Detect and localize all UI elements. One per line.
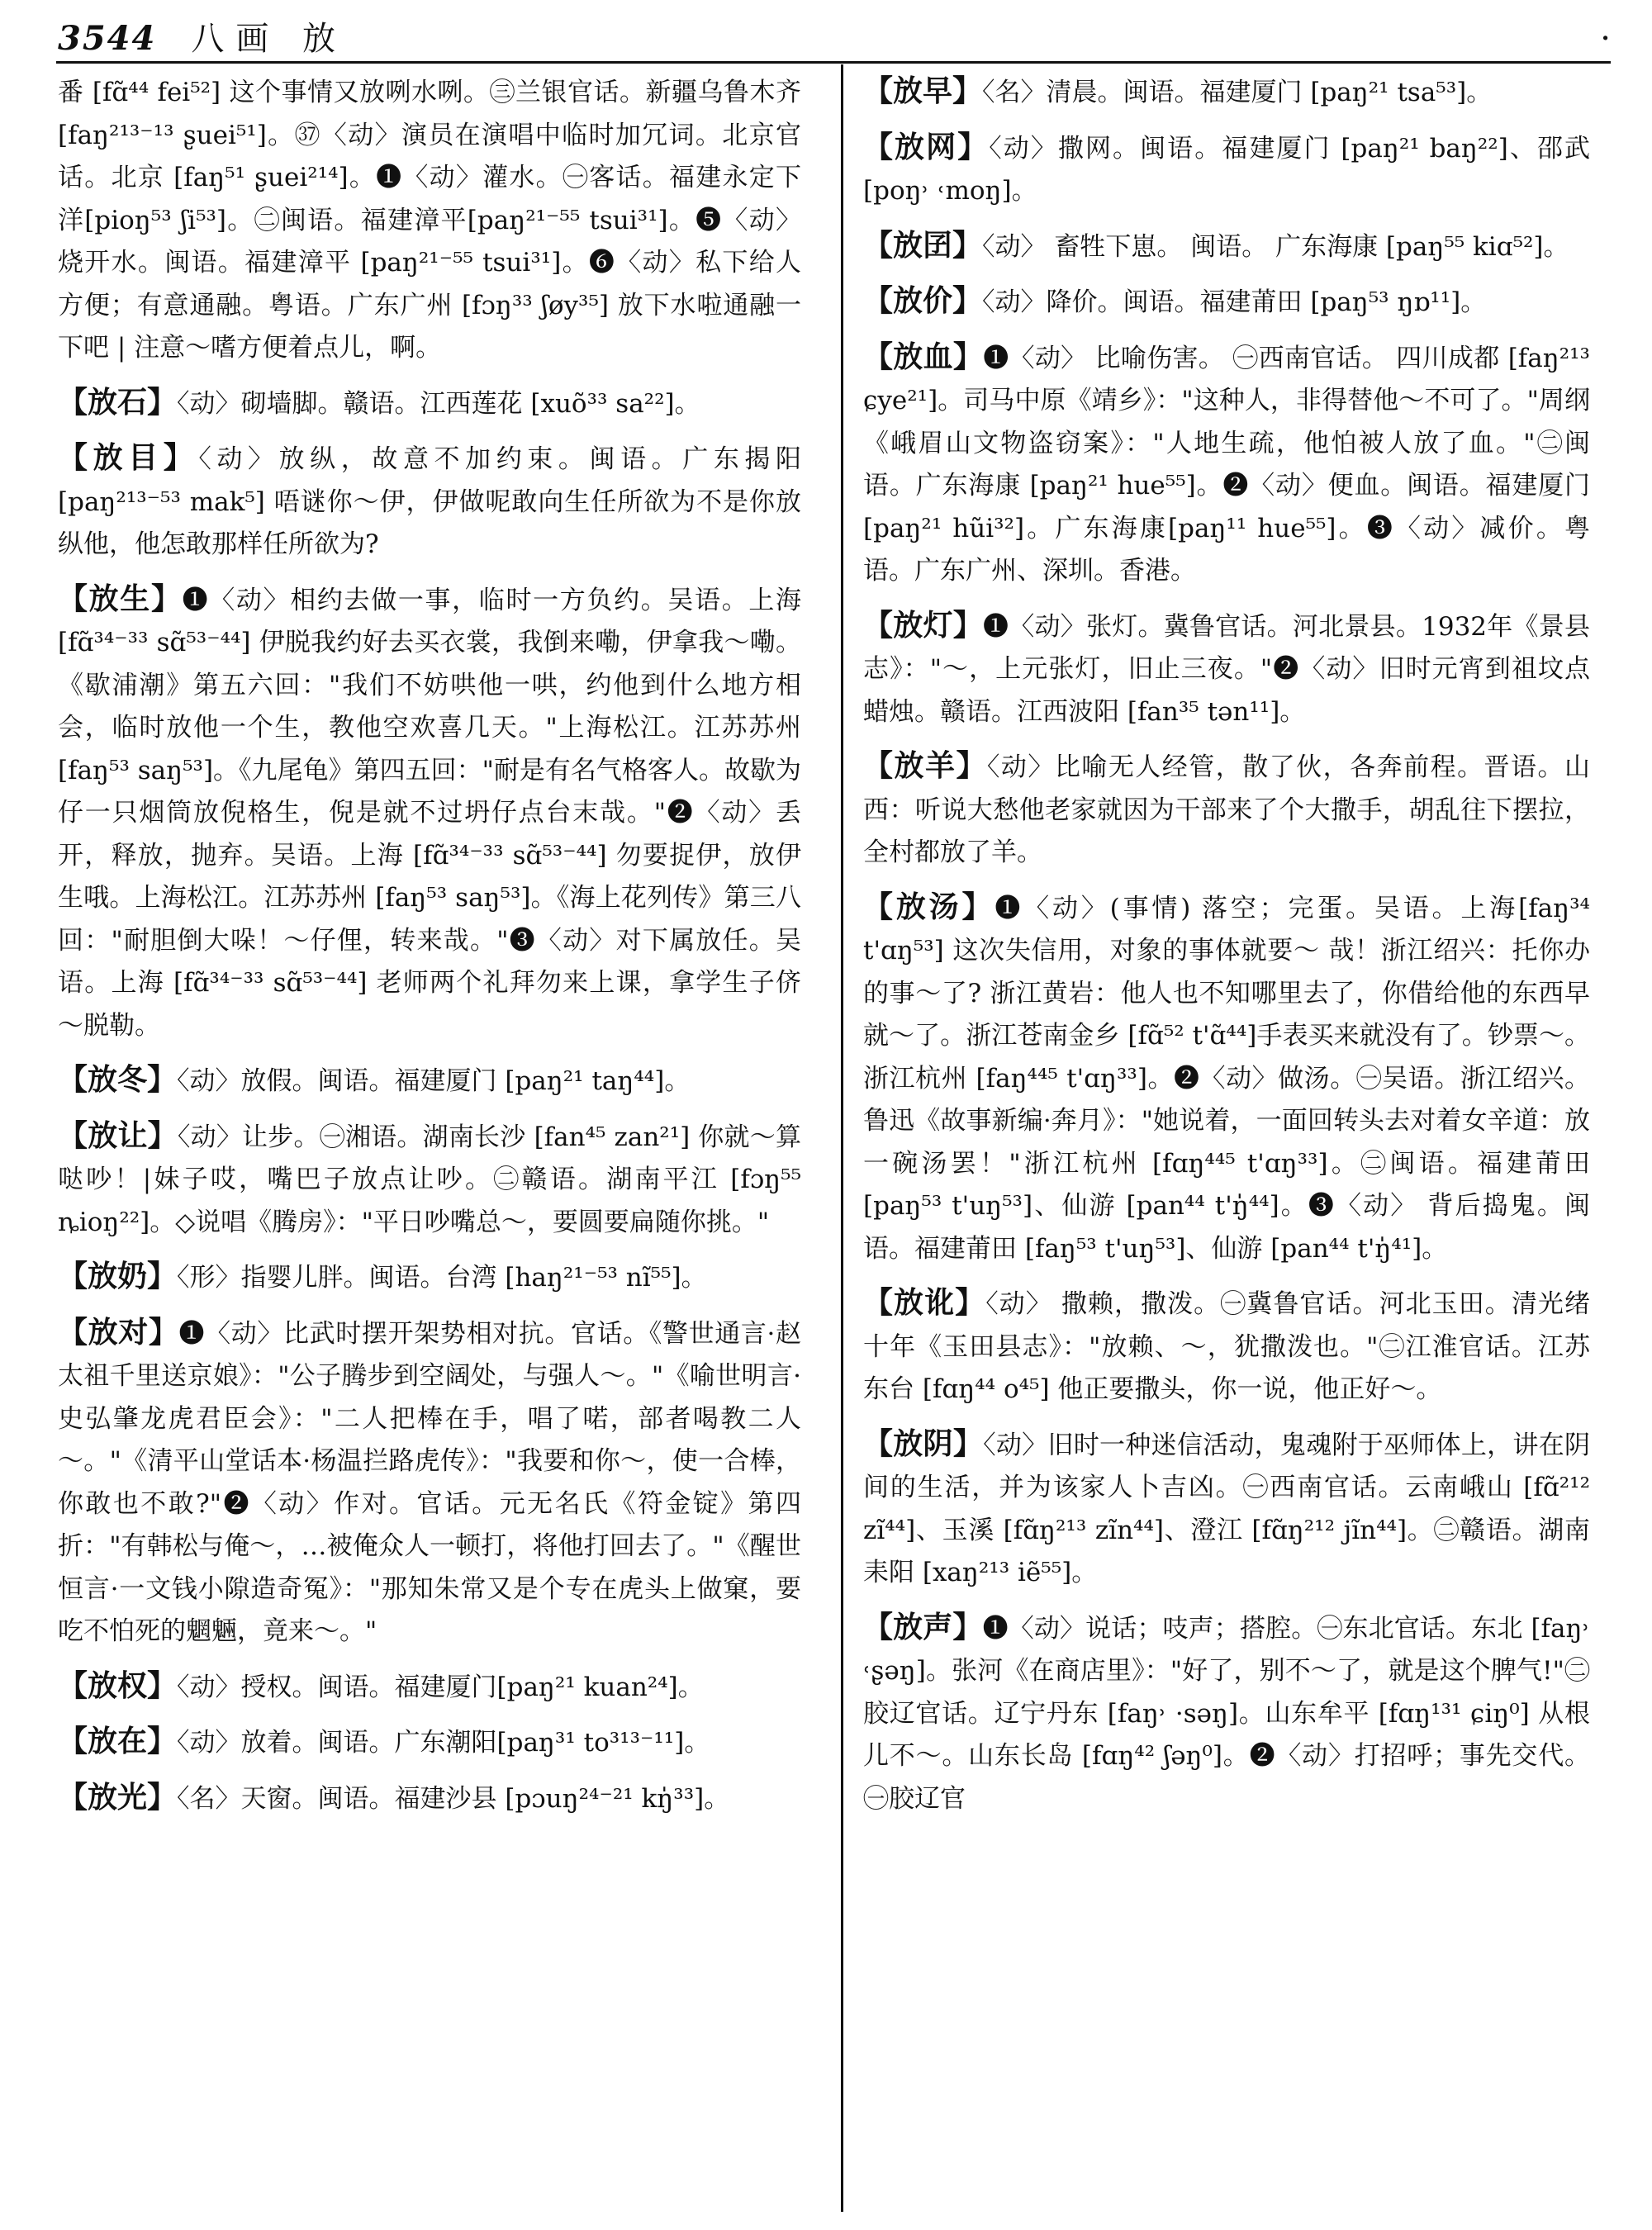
header-rule <box>56 61 1611 64</box>
dictionary-entry <box>863 225 1590 269</box>
entry-headword: 【放声】 <box>863 1609 983 1644</box>
page-header <box>58 18 1611 59</box>
entry-headword: 【放汤】 <box>863 889 995 924</box>
entry-headword: 【放奶】 <box>58 1259 178 1293</box>
dictionary-entry <box>58 578 801 1048</box>
entry-text: 〈动〉让步。㊀湘语。湖南长沙 [fan⁴⁵ zan²¹] 你就～算哒吵！|妹子哎，嘴巴子放点让吵。㊁赣语。湖南平江 [fɔŋ⁵⁵ ȵioŋ²²]。◇说唱《腾房》："平日吵嘴总～，要圆要扁随你挑。" <box>58 1122 801 1237</box>
entry-headword: 【放灯】 <box>863 607 983 643</box>
corner-mark: · <box>1600 20 1611 58</box>
entry-text: 〈动〉 畜牲下崽。 闽语。 广东海康 [paŋ⁵⁵ kiɑ⁵²]。 <box>982 231 1569 262</box>
entry-headword: 【放目】 <box>58 440 199 475</box>
entry-text: ❶〈动〉张灯。冀鲁官话。河北景县。1932年《景县志》："～，上元张灯，旧止三夜。"❷〈动〉旧时元宵到祖坟点蜡烛。赣语。江西波阳 [fan³⁵ tən¹¹]。 <box>863 611 1590 727</box>
entry-text: ❶〈动〉(事情) 落空；完蛋。吴语。上海[faŋ³⁴ t'ɑŋ⁵³] 这次失信用，对象的事体就要～ 哉！浙江绍兴：托你办的事～了? 浙江黄岩：他人也不知哪里去了，你借给他的东西早就～了。浙江苍南金乡 [fɑ̃⁵² t'ɑ̃⁴⁴]手表买来就没有了。钞票～。浙江杭州 [faŋ⁴⁴⁵ t'ɑŋ³³]。❷〈动〉做汤。㊀吴语。浙江绍兴。鲁迅《故事新编·奔月》："她说着，一面回转头去对着女辛道：放一碗汤罢！"浙江杭州 [fɑŋ⁴⁴⁵ t'ɑŋ³³]。㊁闽语。福建莆田 [paŋ⁵³ t'uŋ⁵³]、仙游 [pan⁴⁴ t'ŋ̍⁴⁴]。❸〈动〉 背后捣鬼。闽语。福建莆田 [faŋ⁵³ t'uŋ⁵³]、仙游 [pan⁴⁴ t'ŋ̍⁴¹]。 <box>863 893 1590 1264</box>
entry-text: 〈动〉放着。闽语。广东潮阳[paŋ³¹ to³¹³⁻¹¹]。 <box>177 1728 710 1758</box>
entry-headword: 【放囝】 <box>863 227 983 263</box>
dictionary-entry <box>58 1665 801 1710</box>
entry-text: 〈动〉砌墙脚。赣语。江西莲花 [xuõ³³ sa²²]。 <box>177 388 700 419</box>
dictionary-entry <box>863 280 1590 325</box>
entry-text: 番 [fɑ̃⁴⁴ fei⁵²] 这个事情又放咧水咧。㊂兰银官话。新疆乌鲁木齐 [faŋ²¹³⁻¹³ ʂuei⁵¹]。㊲〈动〉演员在演唱中临时加冗词。北京官话。北京 [faŋ⁵¹ ʂuei²¹⁴]。❶〈动〉灌水。㊀客话。福建永定下洋[pioŋ⁵³ ʃi⁵³]。㊁闽语。福建漳平[paŋ²¹⁻⁵⁵ tsui³¹]。❺〈动〉烧开水。闽语。福建漳平 [paŋ²¹⁻⁵⁵ tsui³¹]。❻〈动〉私下给人方便；有意通融。粤语。广东广州 [fɔŋ³³ ʃøy³⁵] 放下水啦通融一下吧 | 注意～嗜方便着点儿，啊。 <box>58 78 801 363</box>
entry-text: 〈动〉旧时一种迷信活动，鬼魂附于巫师体上，讲在阴间的生活，并为该家人卜吉凶。㊀西南官话。云南峨山 [fɑ̃²¹² zĩ⁴⁴]、玉溪 [fɑ̃ŋ²¹³ zĩn⁴⁴]、澄江 [fɑ̃ŋ²¹² jĩn⁴⁴]。㊁赣语。湖南耒阳 [xaŋ²¹³ iẽ⁵⁵]。 <box>863 1430 1590 1587</box>
entry-headword: 【放阴】 <box>863 1426 984 1461</box>
entry-text: 〈动〉 撒赖，撒泼。㊀冀鲁官话。河北玉田。清光绪十年《玉田县志》："放赖、～，犹撒泼也。"㊁江淮官话。江苏东台 [fɑŋ⁴⁴ o⁴⁵] 他正要撒头，你一说，他正好～。 <box>863 1289 1590 1404</box>
entry-text: 〈动〉降价。闽语。福建莆田 [paŋ⁵³ ŋɒ¹¹]。 <box>982 287 1487 317</box>
entry-text: 〈动〉放纵，故意不加约束。闽语。广东揭阳 [paŋ²¹³⁻⁵³ mak⁵] 唔谜你～伊，伊做呢敢向生任所欲为不是你放纵他，他怎敢那样任所欲为? <box>58 444 801 559</box>
entry-headword: 【放光】 <box>58 1779 178 1815</box>
entry-text: 〈动〉放假。闽语。福建厦门 [paŋ²¹ taŋ⁴⁴]。 <box>177 1066 691 1096</box>
entry-headword: 【放羊】 <box>863 748 987 783</box>
dictionary-entry <box>863 745 1590 875</box>
entry-headword: 【放权】 <box>58 1668 178 1703</box>
entry-text: 〈名〉天窗。闽语。福建沙县 [pɔuŋ²⁴⁻²¹ kŋ̍³³]。 <box>177 1783 730 1814</box>
entry-text: ❶〈动〉相约去做一事，临时一方负约。吴语。上海 [fɑ̃³⁴⁻³³ sɑ̃⁵³⁻⁴⁴] 伊脱我约好去买衣裳，我倒来嘞，伊拿我～嘞。《歇浦潮》第五六回："我们不妨哄他一哄，约他到什么地方相会，临时放他一个生，教他空欢喜几天。"上海松江。江苏苏州[faŋ⁵³ saŋ⁵³]。《九尾龟》第四五回："耐是有名气格客人。故歇为仔一只烟筒放倪格生，倪是就不过坍仔点台末哉。"❷〈动〉丢开，释放，抛弃。吴语。上海 [fɑ̃³⁴⁻³³ sɑ̃⁵³⁻⁴⁴] 勿要捉伊，放伊生哦。上海松江。江苏苏州 [faŋ⁵³ saŋ⁵³]。《海上花列传》第三八回："耐胆倒大哚！～仔俚，转来哉。"❸〈动〉对下属放任。吴语。上海 [fɑ̃³⁴⁻³³ sɑ̃⁵³⁻⁴⁴] 老师两个礼拜勿来上课，拿学生子侪～脱勒。 <box>58 585 801 1041</box>
dictionary-entry <box>58 1720 801 1765</box>
page-number: 3544 <box>58 19 157 58</box>
right-column <box>863 70 1590 2218</box>
entry-headword: 【放讹】 <box>863 1285 986 1320</box>
dictionary-entry <box>863 1606 1590 1821</box>
column-divider <box>841 64 843 2212</box>
entry-headword: 【放价】 <box>863 283 983 318</box>
entry-text: ❶〈动〉 比喻伤害。 ㊀西南官话。 四川成都 [faŋ²¹³ ɕye²¹]。司马中原《靖乡》："这种人，非得替他～不可了。"周纲《峨眉山文物盗窃案》："人地生疏，他怕被人放了血。"㊁闽语。广东海康 [paŋ²¹ hue⁵⁵]。❷〈动〉便血。闽语。福建厦门 [paŋ²¹ hũi³²]。广东海康[paŋ¹¹ hue⁵⁵]。❸〈动〉减价。粤语。广东广州、深圳。香港。 <box>863 343 1590 586</box>
dictionary-entry <box>58 1059 801 1103</box>
entry-text: ❶〈动〉比武时摆开架势相对抗。官话。《警世通言·赵太祖千里送京娘》："公子腾步到空阔处，与强人～。"《喻世明言·史弘肇龙虎君臣会》："二人把棒在手，唱了喏，部者喝教二人～。"《清平山堂话本·杨温拦路虎传》："我要和你～，使一合棒，你敢也不敢?"❷〈动〉作对。官话。元无名氏《符金锭》第四折："有韩松与俺～，…被俺众人一顿打，将他打回去了。"《醒世恒言·一文钱小隙造奇冤》："那知朱常又是个专在虎头上做窠，要吃不怕死的魍魎，竟来～。" <box>58 1318 801 1646</box>
dictionary-entry <box>863 70 1590 115</box>
entry-headword: 【放生】 <box>58 581 183 616</box>
dictionary-entry <box>863 126 1590 213</box>
left-column <box>58 70 801 2218</box>
section-title: 八画 放 <box>191 20 348 58</box>
dictionary-entry <box>863 336 1590 593</box>
entry-headword: 【放血】 <box>863 339 984 374</box>
dictionary-entry <box>58 70 801 370</box>
entry-headword: 【放网】 <box>863 129 990 164</box>
dictionary-entry <box>863 1423 1590 1595</box>
dictionary-entry <box>863 605 1590 734</box>
dictionary-entry <box>58 1115 801 1245</box>
entry-text: 〈动〉授权。闽语。福建厦门[paŋ²¹ kuan²⁴]。 <box>177 1672 704 1702</box>
dictionary-entry <box>58 1255 801 1300</box>
entry-text: 〈形〉指婴儿胖。闽语。台湾 [haŋ²¹⁻⁵³ nĩ⁵⁵]。 <box>177 1263 707 1293</box>
entry-headword: 【放在】 <box>58 1724 178 1758</box>
entry-headword: 【放早】 <box>863 74 983 108</box>
entry-text: ❶〈动〉说话；吱声；搭腔。㊀东北官话。东北 [faŋ˒ ˓ʂəŋ]。张河《在商店里》："好了，别不～了，就是这个脾气!"㊁胶辽官话。辽宁丹东 [faŋ˒ ·səŋ]。山东牟平 [fɑŋ¹³¹ ɕiŋ⁰] 从根儿不～。山东长岛 [fɑŋ⁴² ʃəŋ⁰]。❷〈动〉打招呼；事先交代。㊀胶辽官 <box>863 1613 1590 1814</box>
entry-headword: 【放对】 <box>58 1314 179 1350</box>
dictionary-entry <box>58 382 801 426</box>
entry-text: 〈动〉比喻无人经管，散了伙，各奔前程。晋语。山西：听说大愁他老家就因为干部来了个大撒手，胡乱往下摆拉，全村都放了羊。 <box>863 752 1590 867</box>
dictionary-entry <box>58 1777 801 1821</box>
entry-headword: 【放冬】 <box>58 1062 178 1097</box>
entry-headword: 【放石】 <box>58 384 178 420</box>
entry-text: 〈名〉清晨。闽语。福建厦门 [paŋ²¹ tsa⁵³]。 <box>982 78 1493 107</box>
entry-text: 〈动〉撒网。闽语。福建厦门 [paŋ²¹ baŋ²²]、邵武 [poŋ˒ ˓moŋ]。 <box>863 133 1590 206</box>
dictionary-entry <box>58 1312 801 1654</box>
dictionary-entry <box>863 886 1590 1271</box>
dictionary-entry <box>863 1282 1590 1412</box>
entry-headword: 【放让】 <box>58 1117 178 1153</box>
dictionary-entry <box>58 437 801 567</box>
